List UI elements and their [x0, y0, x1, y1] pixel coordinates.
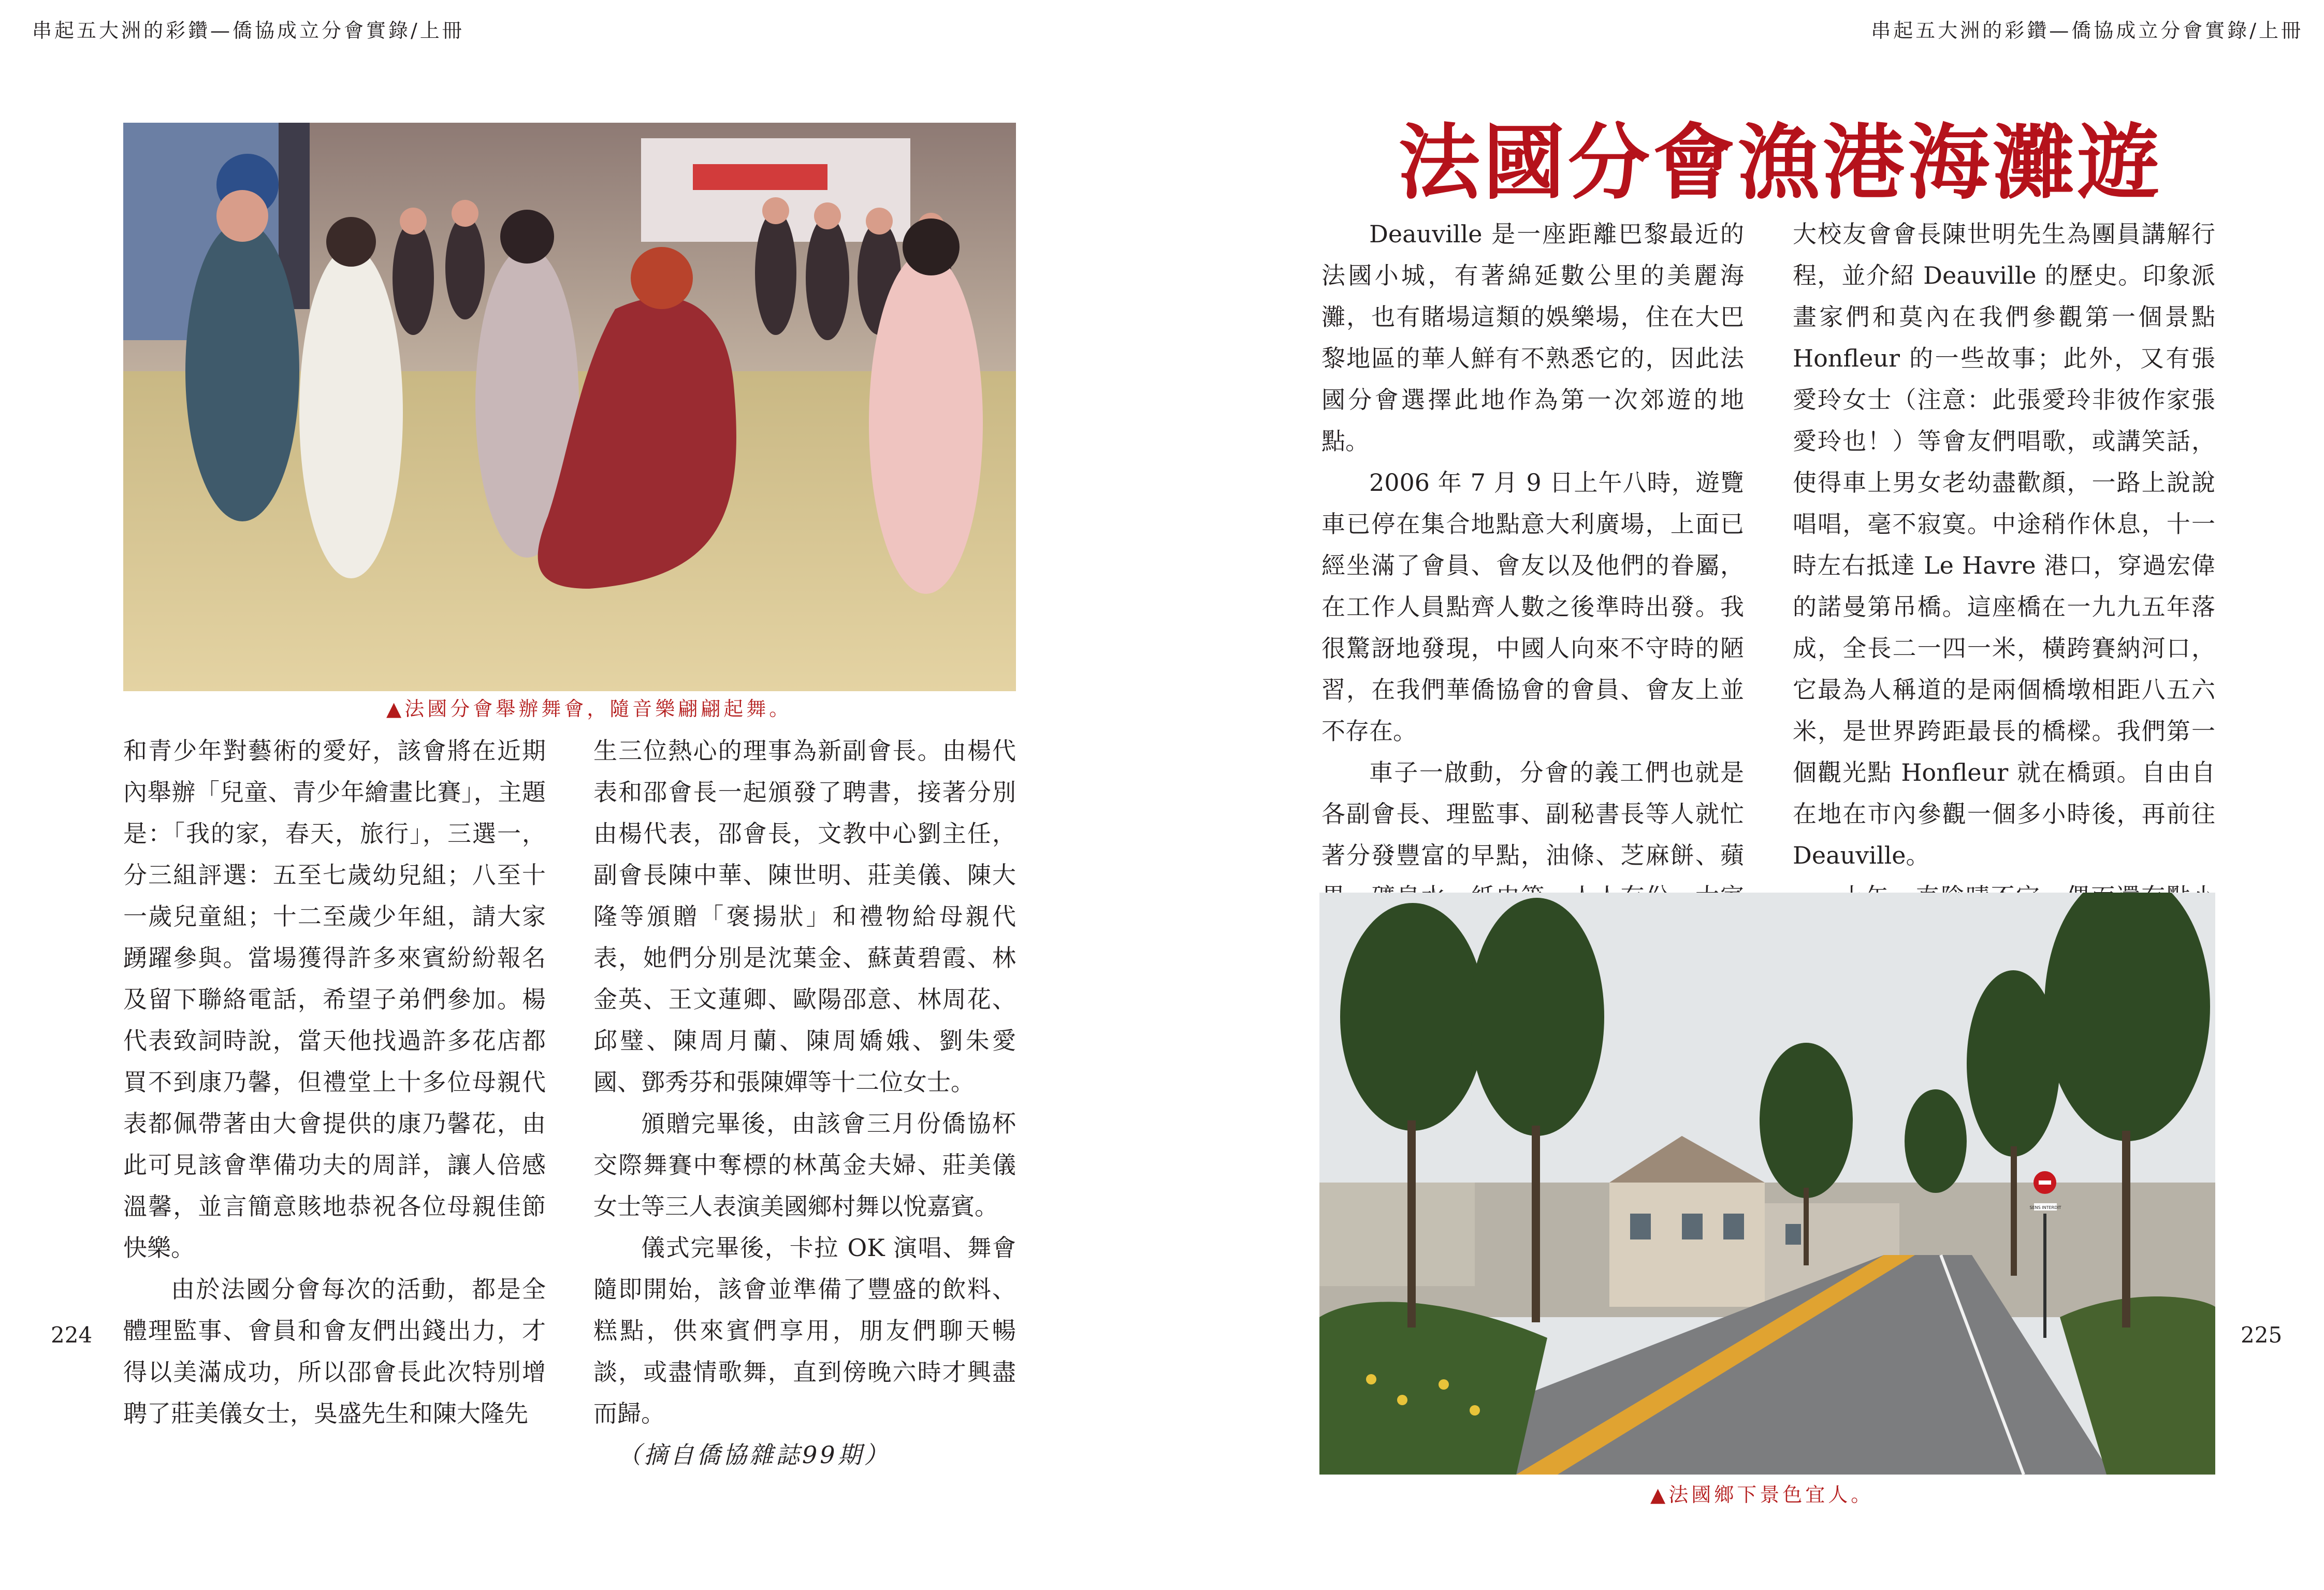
- page-number-right: 225: [2241, 1322, 2283, 1348]
- paragraph: 生三位熱心的理事為新副會長。由楊代表和邵會長一起頒發了聘書，接著分別由楊代表，邵會長，文教中心劉主任，副會長陳中華、陳世明、莊美儀、陳大隆等頒贈「褒揚狀」和禮物給母親代表，她們分別是沈葉金、蘇黃碧霞、林金英、王文蓮卿、歐陽邵意、林周花、邱璧、陳周月蘭、陳周嬌娥、劉朱愛國、鄧秀芬和張陳嬋等十二位女士。: [593, 737, 1016, 1096]
- page-number-left: 224: [51, 1322, 93, 1348]
- running-head-right: 串起五大洲的彩鑽—僑協成立分會實錄/上冊: [1871, 19, 2303, 42]
- paragraph: 頒贈完畢後，由該會三月份僑協杯交際舞賽中奪標的林萬金夫婦、莊美儀女士等三人表演美國鄉村舞以悅嘉賓。: [593, 1110, 1016, 1220]
- stop-sign-text: SENS INTERDIT: [2029, 1205, 2061, 1210]
- running-head-left: 串起五大洲的彩鑽—僑協成立分會實錄/上冊: [32, 19, 464, 42]
- street-photo: [1319, 893, 2215, 1475]
- right-page-column-1: [1321, 213, 1744, 959]
- paragraph: 由於法國分會每次的活動，都是全體理監事、會員和會友們出錢出力，才得以美滿成功，所以邵會長此次特別增聘了莊美儀女士，吳盛先生和陳大隆先: [123, 1275, 546, 1427]
- paragraph: 和青少年對藝術的愛好，該會將在近期內舉辦「兒童、青少年繪畫比賽」，主題是：「我的家，春天，旅行」，三選一，分三組評選：五至七歲幼兒組；八至十一歲兒童組；十二至歲少年組，請大家踴躍參與。當場獲得許多來賓紛紛報名及留下聯絡電話，希望子弟們參加。楊代表致詞時說，當天他找過許多花店都買不到康乃馨，但禮堂上十多位母親代表都佩帶著由大會提供的康乃馨花，由此可見該會準備功夫的周詳，讓人倍感溫馨，並言簡意賅地恭祝各位母親佳節快樂。: [123, 737, 546, 1262]
- source-citation: （摘自僑協雜誌99期）: [617, 1441, 891, 1469]
- street-photo-caption: ▲法國鄉下景色宜人。: [1650, 1483, 1874, 1506]
- left-page-column-2: [593, 730, 1016, 1476]
- paragraph: Deauville 是一座距離巴黎最近的法國小城，有著綿延數公里的美麗海灘，也有賭場這類的娛樂場，住在大巴黎地區的華人鮮有不熟悉它的，因此法國分會選擇此地作為第一次郊遊的地點。: [1321, 220, 1744, 455]
- paragraph: 車子一啟動，分會的義工們也就是各副會長、理監事、副秘書長等人就忙著分發豐富的早點，油條、芝麻餅、蘋: [1321, 758, 1744, 869]
- right-page-column-2: [1793, 213, 2215, 959]
- paragraph: 大校友會會長陳世明先生為團員講解行程，並介紹 Deauville 的歷史。印象派畫家們和莫內在我們參觀第一個景點 Honfleur 的一些故事；此外，又有張愛玲女士（注意：此張愛玲非彼作家張愛玲也！）等會友們唱歌，或講笑話，使得車上男女老幼盡歡顏，一路上說說唱唱，毫不寂寞。中途稍作休息，十一時左右抵達 Le Havre 港口，穿過宏偉的諾曼第吊橋。這座橋在一九九五年落成，全長二一四一米，橫跨賽納河口，它最為人稱道的是兩個橋墩相距八五六米，是世界跨距最長的橋樑。我們第一個觀光點 Honfleur 就在橋頭。自由自在地在市內參觀一個多小時後，再前往 Deauville。: [1793, 220, 2215, 869]
- dance-photo: [123, 123, 1016, 691]
- article-headline: 法國分會漁港海灘遊: [1398, 115, 2162, 211]
- paragraph: 儀式完畢後，卡拉 OK 演唱、舞會隨即開始，該會並準備了豐盛的飲料、糕點，供來賓們享用，朋友們聊天暢談，或盡情歌舞，直到傍晚六時才興盡而歸。: [593, 1234, 1016, 1427]
- dance-photo-caption: ▲法國分會舉辦舞會，隨音樂翩翩起舞。: [386, 697, 792, 720]
- left-page-column-1: [123, 730, 546, 1434]
- paragraph: 2006 年 7 月 9 日上午八時，遊覽車已停在集合地點意大利廣場，上面已經坐滿了會員、會友以及他們的眷屬，在工作人員點齊人數之後準時出發。我很驚訝地發現，中國人向來不守時的陋習，在我們華僑協會的會員、會友上並不存在。: [1321, 469, 1744, 745]
